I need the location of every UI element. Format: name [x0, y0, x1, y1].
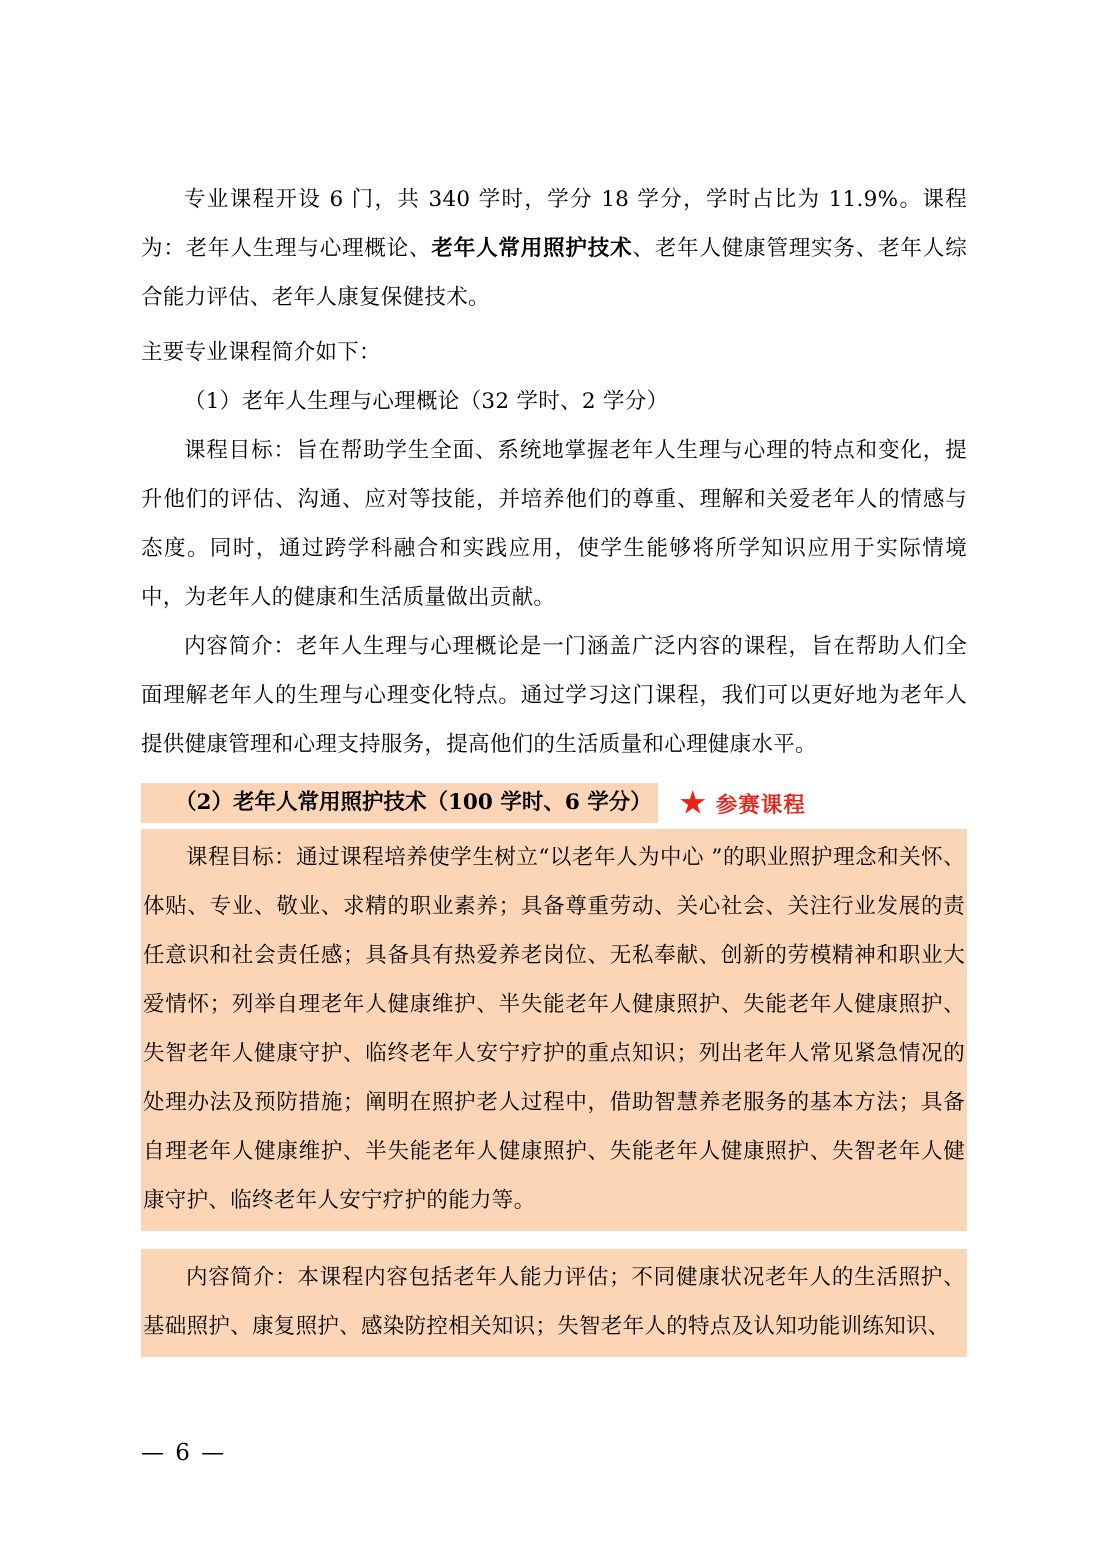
paragraph-course-1-content: 内容简介：老年人生理与心理概论是一门涵盖广泛内容的课程，旨在帮助人们全面理解老年人的生理与心理变化特点。通过学习这门课程，我们可以更好地为老年人提供健康管理和心理支持服务，提高他们的生活质量和心理健康水平。 [141, 634, 967, 757]
course-2-content-block [141, 1249, 967, 1357]
course-2-objective-block [141, 829, 967, 1231]
course-2-heading-row [141, 783, 967, 823]
document-body [141, 175, 967, 1357]
competition-badge-label: 参赛课程 [715, 792, 806, 818]
star-icon [680, 790, 706, 816]
paragraph-intro-line: 主要专业课程简介如下： [141, 340, 381, 365]
paragraph-professional-courses [141, 175, 967, 322]
competition-badge [680, 788, 806, 819]
paragraph-course-1-title: （1）老年人生理与心理概论（32 学时、2 学分） [184, 389, 669, 414]
course-2-title: （2）老年人常用照护技术（100 学时、6 学分） [141, 783, 658, 823]
paragraph-course-1-objective: 课程目标：旨在帮助学生全面、系统地掌握老年人生理与心理的特点和变化，提升他们的评估、沟通、应对等技能，并培养他们的尊重、理解和关爱老年人的情感与态度。同时，通过跨学科融合和实践应用，使学生能够将所学知识应用于实际情境中，为老年人的健康和生活质量做出贡献。 [141, 438, 967, 610]
paragraph-text-part2: 、老年人健康管理实务、老年人综合能力评估、老年人康复保健技术。 [141, 236, 967, 310]
course-2-objective-text: 课程目标：通过课程培养使学生树立“以老年人为中心 ”的职业照护理念和关怀、体贴、专业、敬业、求精的职业素养；具备尊重劳动、关心社会、关注行业发展的责任意识和社会责任感；具备具有热爱养老岗位、无私奉献、创新的劳模精神和职业大爱情怀；列举自理老年人健康维护、半失能老年人健康照护、失能老年人健康照护、失智老年人健康守护、临终老年人安宁疗护的重点知识；列出老年人常见紧急情况的处理办法及预防措施；阐明在照护老人过程中，借助智慧养老服务的基本方法；具备自理老年人健康维护、半失能老年人健康照护、失能老年人健康照护、失智老年人健康守护、临终老年人安宁疗护的能力等。 [143, 845, 965, 1213]
page-number: — 6 — [141, 1440, 227, 1466]
paragraph-text-part1: 专业课程开设 6 门，共 340 学时，学分 18 学分，学时占比为 11.9%。课程为：老年人生理与心理概论、 [141, 187, 967, 261]
block-divider [141, 1231, 967, 1249]
course-2-content-text: 内容简介：本课程内容包括老年人能力评估；不同健康状况老年人的生活照护、基础照护、康复照护、感染防控相关知识；失智老年人的特点及认知功能训练知识、 [143, 1265, 965, 1339]
paragraph-text-bold: 老年人常用照护技术 [431, 236, 633, 261]
